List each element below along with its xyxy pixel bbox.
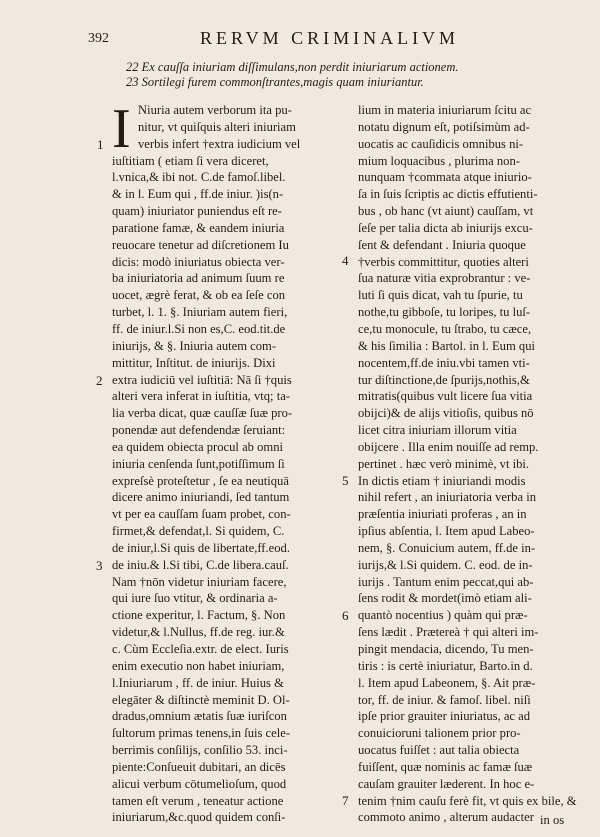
text-line: pertinet . hæc verò minimè, vt ibi.	[358, 456, 530, 471]
text-line: tur diſtinctione,de ſpurijs,nothis,&	[358, 372, 530, 387]
text-line: firmet,& defendat,l. Si quidem, C.	[112, 524, 285, 539]
text-line: Niuria autem verborum ita pu-	[138, 103, 292, 117]
margin-number: 5	[342, 473, 349, 488]
text-line: licet citra iniuriam illorum vitia	[358, 423, 517, 438]
text-line: turbet, l. 1. §. Iniuriam autem fieri,	[112, 305, 288, 320]
margin-number: 4	[342, 253, 349, 268]
text-line: ff. de iniur.l.Si non es,C. eod.tit.de	[112, 321, 286, 336]
text-line: alicui verbum cōtumelioſum, quod	[112, 776, 287, 791]
text-line: piente:Conſueuit dubitari, an dicēs	[112, 759, 286, 774]
margin-number: 3	[96, 558, 103, 573]
right-column	[358, 102, 580, 826]
text-line: In dictis etiam † iniuriandi modis	[358, 473, 526, 488]
text-line: ba iniuriatoria ad animum ſuum re	[112, 271, 285, 286]
text-line: berrimis conſilijs, conſilio 53. inci-	[112, 743, 288, 758]
text-line: l.Iniuriarum , ff. de iniur. Huius &	[112, 675, 284, 690]
text-line: verbis infert †extra iudicium vel	[138, 136, 301, 151]
text-line: & his ſimilia : Bartol. in l. Eum qui	[358, 338, 536, 353]
text-line: extra iudiciū vel iuſtitiā: Nā ſi †quis	[112, 372, 292, 387]
text-line: notatu dignum eſt, potiſsimùm ad-	[358, 119, 530, 134]
text-line: †verbis committitur, quoties alteri	[358, 254, 529, 269]
text-line: commoto animo , alterum audacter	[358, 810, 534, 825]
text-line: mittitur, Inſtitut. de iniurijs. Dixi	[112, 355, 276, 370]
text-line: ctione experitur, l. Factum, §. Non	[112, 608, 286, 623]
text-line: lium in materia iniuriarum ſcitu ac	[358, 103, 532, 117]
text-line: tamen eſt verum , teneatur actione	[112, 793, 284, 808]
text-line: Nam †nōn videtur iniuriam facere,	[112, 574, 287, 589]
catchword: in os	[540, 813, 565, 827]
text-line: enim executio non habet iniuriam,	[112, 658, 285, 673]
text-line: expreſsè proteſtetur , ſe ea neutiquā	[112, 473, 289, 488]
text-line: dicis: modò iniuriatus obiecta ver-	[112, 254, 285, 269]
summary-line: 22 Ex cauſſa iniuriam diſſimulans,non perdit iniuriarum actionem.	[126, 60, 459, 74]
text-line: vt per ea cauſſam ſuam probet, con-	[112, 507, 291, 522]
summary-line: 23 Sortilegi furem commonſtrantes,magis quam iniuriantur.	[126, 75, 424, 89]
text-line: iniuriarum,&c.quod quidem conſi-	[112, 810, 286, 825]
text-line: iuſtitiam ( etiam ſi vera diceret,	[112, 153, 269, 168]
text-line: uocatis ac cauſidicis omnibus ni-	[358, 136, 524, 151]
text-line: alteri vera inferat in iuſtitia, vtq; ta-	[112, 389, 290, 404]
text-line: nunquam †commata atque iniurio-	[358, 170, 532, 185]
margin-number: 1	[97, 137, 104, 152]
text-line: mium loquacibus , plurima non-	[358, 153, 520, 168]
text-line: nocentem,ff.de iniu.vbi tamen vti-	[358, 355, 530, 370]
text-line: ſens lædit . Prætereà † qui alteri im-	[358, 625, 539, 640]
text-line: ea quidem obiecta procul ab omni	[112, 439, 284, 454]
text-line: uocatus fuiſſet : aut talia obiecta	[358, 743, 520, 758]
text-line: c. Cùm Eccleſia.extr. de elect. Iuris	[112, 642, 289, 656]
text-line: nihil refert , an iniuriatoria verba in	[358, 490, 536, 505]
text-line: paratione famæ, & eandem iniuria	[112, 220, 285, 235]
text-line: ipſius abſentia, l. Item apud Labeo-	[358, 524, 535, 539]
text-line: videtur,& l.Nullus, ff.de reg. iur.&	[112, 625, 285, 640]
text-line: nitur, vt quiſquis alteri iniuriam	[138, 119, 296, 134]
text-line: pingit mendacia, dicendo, Tu men-	[358, 642, 534, 656]
text-line: iniurijs, & §. Iniuria autem com-	[112, 338, 277, 353]
text-line: cauſam grauiter læderent. In hoc e-	[358, 776, 535, 791]
text-line: de iniur,l.Si quis de libertate,ff.eod.	[112, 540, 290, 555]
text-line: iniuria cenſenda ſunt,potiſſimum ſi	[112, 456, 285, 471]
text-line: elegāter & diſtinctè meminit D. Ol-	[112, 692, 290, 707]
text-line: iurijs,& l.Si quidem. C. eod. de in-	[358, 557, 533, 572]
text-line: iurijs . Tantum enim peccat,qui ab-	[358, 574, 534, 589]
text-line: l.vnica,& ibi not. C.de famoſ.libel.	[112, 170, 286, 185]
text-line: ponendæ aut defendendæ ſeruiant:	[112, 423, 286, 438]
text-line: nothe,tu gibboſe, tu loripes, tu luſ-	[358, 305, 531, 320]
text-line: quantò nocentius ) quàm qui præ-	[358, 608, 528, 623]
margin-number: 2	[96, 373, 103, 388]
text-line: obijci)& de alijs vitioſis, quibus nō	[358, 406, 534, 421]
text-line: & in l. Eum qui , ff.de iniur. )is(n-	[112, 187, 284, 202]
text-line: quam) iniuriator puniendus eſt re-	[112, 204, 282, 219]
text-line: ce,tu monocule, tu ſtrabo, tu cæce,	[358, 321, 532, 336]
text-line: ſua naturæ vitia exprobrantur : ve-	[358, 271, 531, 286]
margin-number: 6	[342, 608, 349, 623]
text-line: qui iure ſuo vtitur, & ordinaria a-	[112, 591, 278, 606]
text-line: ſultorum primas tenens,in ſuis cele-	[112, 726, 291, 741]
text-line: ſent & defendant . Iniuria quoque	[358, 237, 526, 252]
text-line: reuocare tenetur ad diſcretionem Iu	[112, 237, 289, 252]
text-line: ſa in ſuis ſcriptis ac dictis effutienti-	[358, 187, 538, 202]
text-line: fuiſſent, quæ nominis ac famæ ſuæ	[358, 759, 533, 774]
page-number: 392	[88, 31, 109, 46]
text-line: præſentia iniuriati proferas , an in	[358, 507, 527, 522]
margin-number: 7	[342, 793, 349, 808]
text-line: mitratis(quibus vult licere ſua vitia	[358, 389, 533, 404]
text-line: ſens rodit & mordet(imò etiam ali-	[358, 591, 532, 606]
running-title: RERVM CRIMINALIVM	[200, 28, 460, 48]
text-line: de iniu.& l.Si tibi, C.de libera.cauſ.	[112, 557, 289, 572]
text-line: tiris : is certè iniuriatur, Barto.in d.	[358, 658, 533, 673]
left-column	[112, 98, 344, 826]
text-line: l. Item apud Labeonem, §. Ait præ-	[358, 675, 536, 690]
text-line: dicere animo iniuriandi, ſed tantum	[112, 490, 290, 505]
text-line: ipſe prior grauiter iniuriatus, ac ad	[358, 709, 531, 724]
text-line: nem, §. Conuicium autem, ff.de in-	[358, 540, 536, 555]
text-line: conuicioruni talionem prior pro-	[358, 726, 521, 741]
text-line: luti ſi quis dicat, vah tu ſpurie, tu	[358, 288, 523, 303]
text-line: tenim †nim cauſu ferè fit, vt quis ex bile, &	[358, 793, 577, 808]
page-header	[88, 28, 558, 50]
text-line: uocet, ægrè ferat, & ob ea ſeſe con	[112, 288, 286, 303]
text-line: dradus,omnium ætatis ſuæ iuriſcon	[112, 709, 287, 724]
text-line: tor, ff. de iniur. & famoſ. libel. niſi	[358, 692, 531, 707]
text-line: bus , ob hanc (vt aiunt) cauſſam, vt	[358, 204, 534, 219]
text-line: obijcere . Illa enim nouiſſe ad remp.	[358, 439, 539, 454]
drop-capital: I	[112, 98, 131, 160]
summary-notes	[126, 60, 566, 90]
text-line: lia verba dicat, quæ cauſſæ ſuæ pro-	[112, 406, 293, 421]
text-line: ſeſe per talia dicta ab iniurijs excu-	[358, 220, 533, 235]
